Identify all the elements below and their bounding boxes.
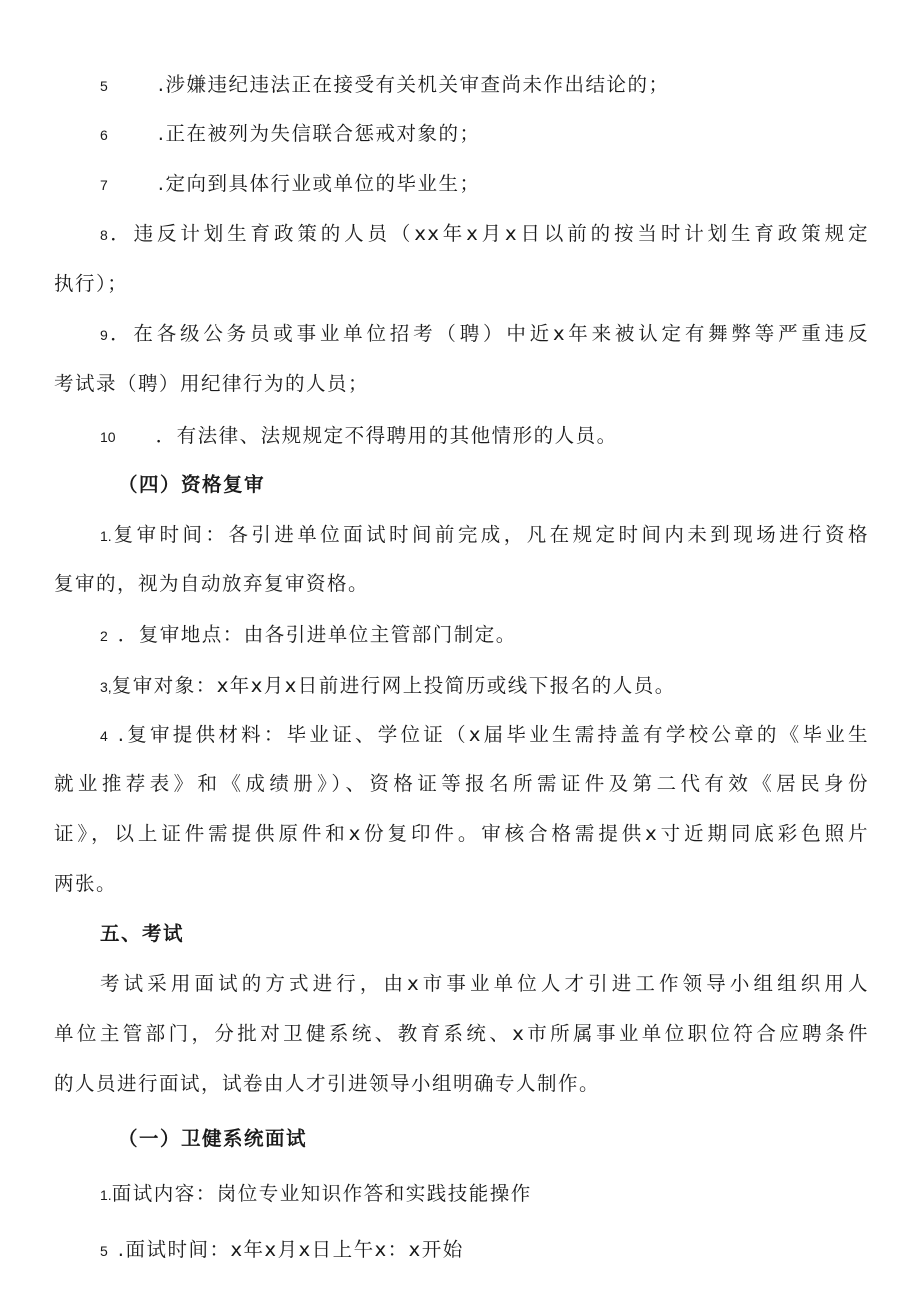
list-item-8-continuation: 执行）；	[54, 272, 129, 295]
list-number: 7	[100, 177, 108, 193]
list-item-8	[100, 218, 869, 250]
list-item-7	[100, 168, 869, 200]
review-materials-line-2: 就业推荐表》和《成绩册》）、资格证等报名所需证件及第二代有效《居民身份	[54, 772, 869, 795]
list-number: 4	[100, 728, 108, 744]
list-text: 面试内容：岗位专业知识作答和实践技能操作	[111, 1182, 532, 1205]
list-number: 10	[100, 429, 116, 445]
list-number: 6	[100, 127, 108, 143]
list-item-9-continuation: 考试录（聘）用纪律行为的人员；	[54, 372, 370, 395]
list-text: 复审对象：x年x月x日前进行网上投简历或线下报名的人员。	[111, 674, 676, 697]
list-text: ．复审地点：由各引进单位主管部门制定。	[117, 623, 517, 646]
exam-paragraph-line-1: 考试采用面试的方式进行，由x市事业单位人才引进工作领导小组组织用人	[100, 972, 869, 995]
review-target-paragraph	[100, 670, 869, 702]
review-materials-paragraph	[100, 719, 869, 751]
list-number: 5	[100, 78, 108, 94]
list-number: 9	[100, 327, 108, 343]
list-item-6	[100, 118, 869, 150]
list-item-9	[100, 318, 869, 350]
list-text: ．在各级公务员或事业单位招考（聘）中近x年来被认定有舞弊等严重违反	[107, 322, 869, 345]
section-heading-exam: 五、考试	[100, 922, 185, 945]
sub-heading-health: （一）卫健系统面试	[118, 1127, 308, 1150]
list-text: 复审时间：各引进单位面试时间前完成，凡在规定时间内未到现场进行资格	[111, 523, 869, 546]
list-number: 1.	[100, 1187, 112, 1203]
list-text: .面试时间：x年x月x日上午x：x开始	[117, 1238, 464, 1261]
review-time-continuation: 复审的，视为自动放弃复审资格。	[54, 572, 370, 595]
list-number: 8	[100, 227, 108, 243]
exam-paragraph-line-2: 单位主管部门，分批对卫健系统、教育系统、x市所属事业单位职位符合应聘条件	[54, 1022, 869, 1045]
list-number: 2	[100, 628, 108, 644]
review-materials-line-3: 证》，以上证件需提供原件和x份复印件。审核合格需提供x寸近期同底彩色照片	[54, 822, 869, 845]
review-materials-line-4: 两张。	[54, 872, 118, 895]
list-text: ．违反计划生育政策的人员（xx年x月x日以前的按当时计划生育政策规定	[107, 222, 869, 245]
list-text: .定向到具体行业或单位的毕业生；	[157, 172, 481, 195]
review-location-paragraph	[100, 619, 869, 651]
list-number: 1.	[100, 528, 112, 544]
list-text: .涉嫌违纪违法正在接受有关机关审查尚未作出结论的；	[157, 73, 670, 96]
list-number: 3,	[100, 679, 112, 695]
section-heading-review: （四）资格复审	[118, 473, 266, 496]
health-time-paragraph	[100, 1234, 869, 1266]
list-text: ．有法律、法规规定不得聘用的其他情形的人员。	[155, 424, 618, 447]
list-item-5	[100, 69, 869, 101]
review-time-paragraph	[100, 519, 869, 551]
exam-paragraph-line-3: 的人员进行面试，试卷由人才引进领导小组明确专人制作。	[54, 1072, 601, 1095]
health-content-paragraph	[100, 1178, 869, 1210]
list-text: .正在被列为失信联合惩戒对象的；	[157, 122, 481, 145]
list-number: 5	[100, 1243, 108, 1259]
list-text: .复审提供材料：毕业证、学位证（x届毕业生需持盖有学校公章的《毕业生	[117, 723, 869, 746]
list-item-10	[100, 420, 869, 452]
